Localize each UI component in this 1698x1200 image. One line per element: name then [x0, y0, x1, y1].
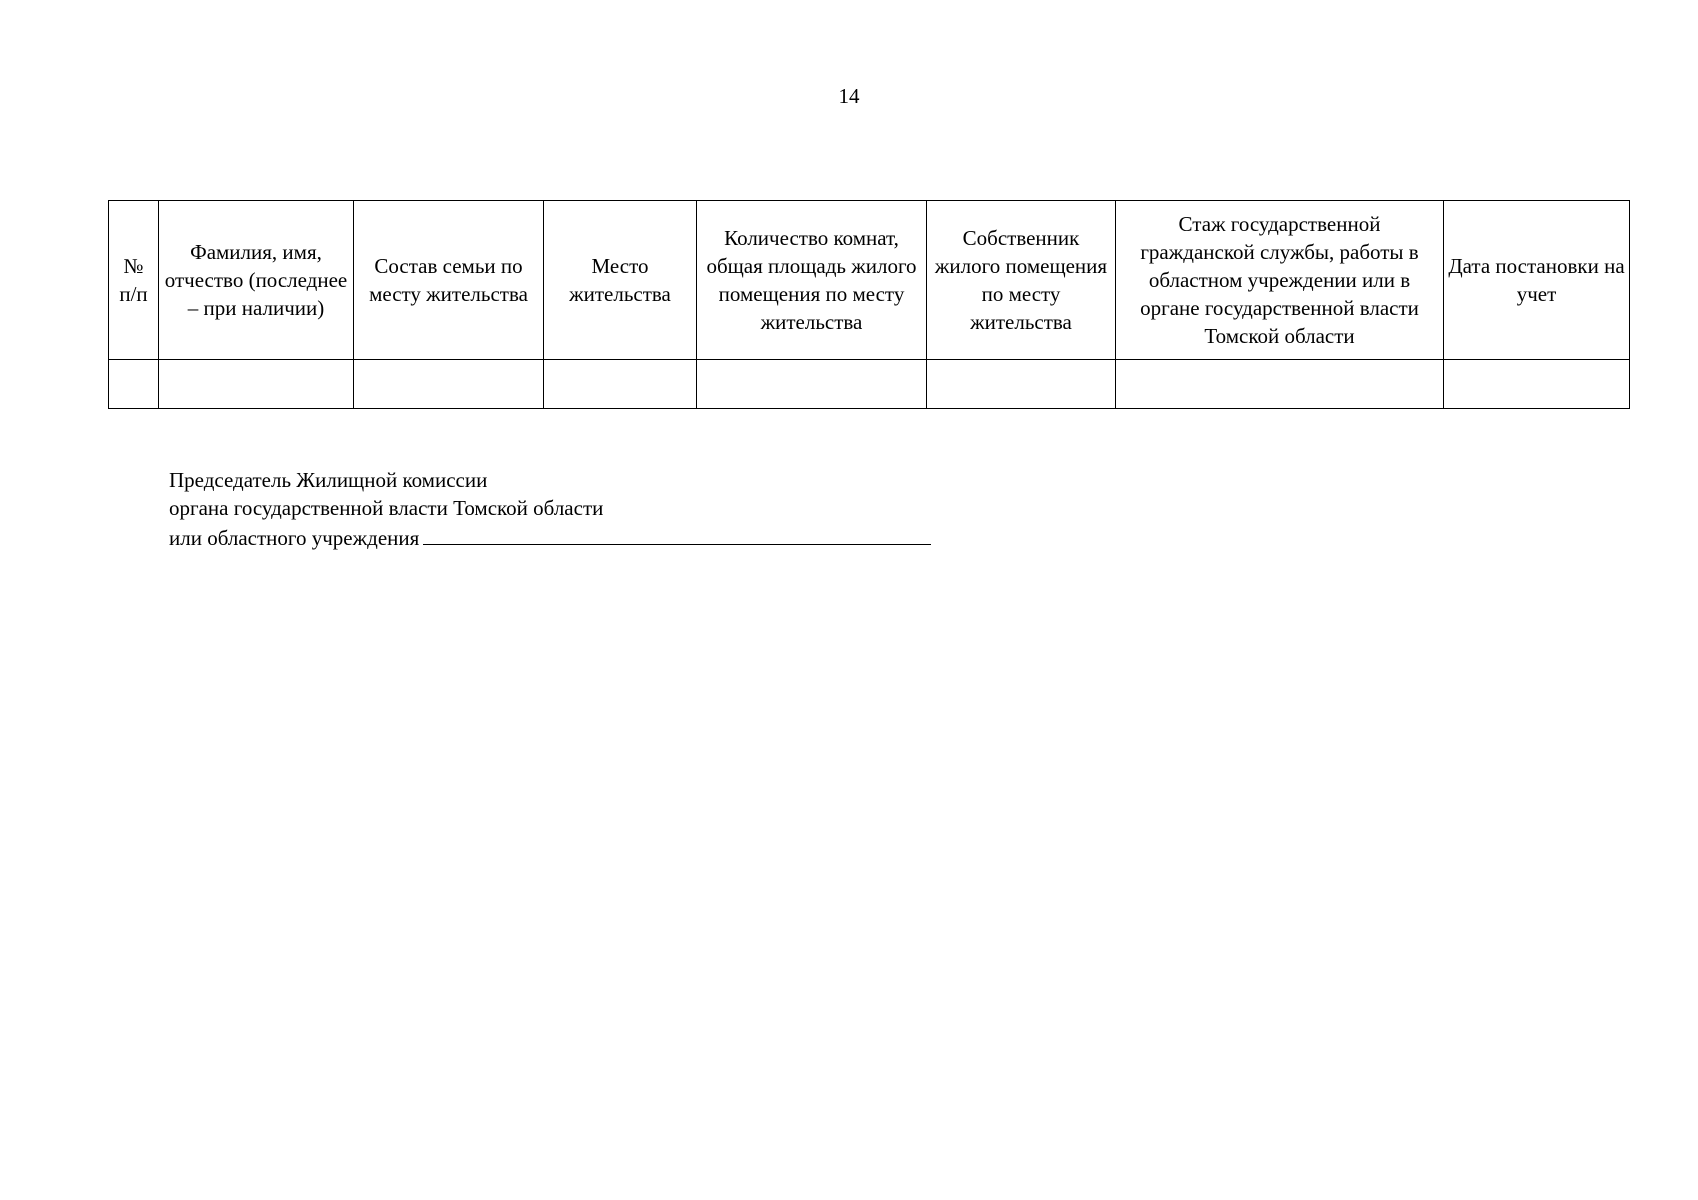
table-cell	[544, 360, 697, 409]
header-owner: Собственник жилого помещения по месту жительства	[927, 201, 1116, 360]
signature-line-1: Председатель Жилищной комиссии	[169, 468, 488, 492]
signature-block	[169, 466, 931, 552]
table-cell	[1116, 360, 1444, 409]
header-registration-date: Дата постановки на учет	[1444, 201, 1630, 360]
table-cell	[354, 360, 544, 409]
signature-line-2: органа государственной власти Томской области	[169, 496, 604, 520]
signature-line-3: или областного учреждения	[169, 526, 420, 550]
table-cell	[927, 360, 1116, 409]
register-table	[108, 200, 1630, 409]
header-number: № п/п	[109, 201, 159, 360]
table-cell	[1444, 360, 1630, 409]
table-cell	[697, 360, 927, 409]
header-rooms-area: Количество комнат, общая площадь жилого помещения по месту жительства	[697, 201, 927, 360]
header-family-composition: Состав семьи по месту жительства	[354, 201, 544, 360]
header-full-name: Фамилия, имя, отчество (последнее – при наличии)	[159, 201, 354, 360]
page-number: 14	[838, 84, 860, 108]
header-service-length: Стаж государственной гражданской службы, работы в областном учреждении или в органе государственной власти Томской области	[1116, 201, 1444, 360]
table-row	[109, 360, 1630, 409]
table-cell	[159, 360, 354, 409]
signature-blank-line	[423, 522, 931, 545]
table-cell	[109, 360, 159, 409]
header-residence: Место жительства	[544, 201, 697, 360]
table-header-row	[109, 201, 1630, 360]
